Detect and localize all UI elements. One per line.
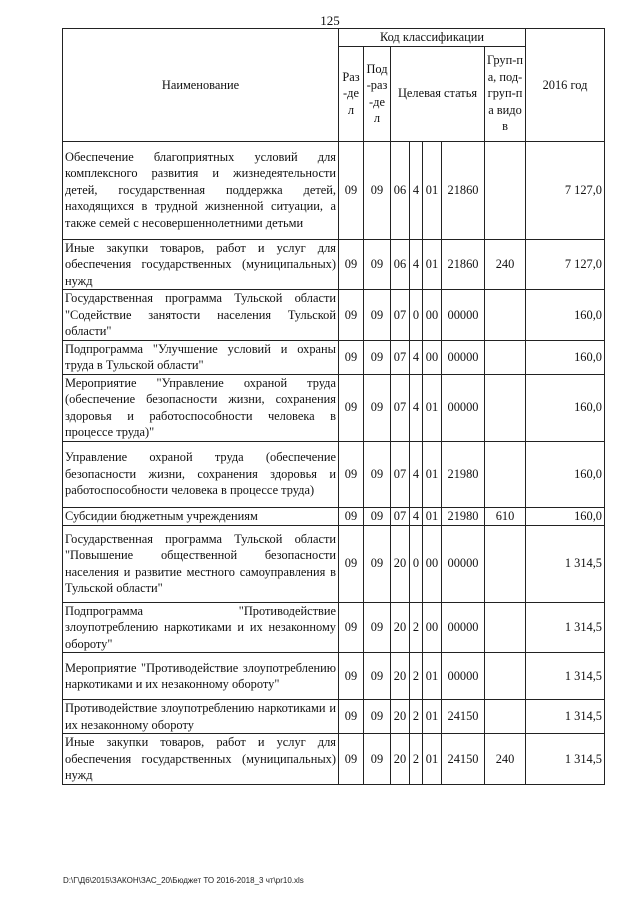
header-section: Раз-дел xyxy=(339,46,364,141)
target-direction-cell: 21980 xyxy=(442,441,485,507)
table-row xyxy=(63,507,605,525)
row-name: Управление охраной труда (обеспечение безопасности жизни, сохранения здоровья и работоспособности человека в процессе труда) xyxy=(63,441,339,507)
target-direction-cell: 00000 xyxy=(442,602,485,653)
section-cell: 09 xyxy=(339,602,364,653)
target-subprogram-cell: 4 xyxy=(410,507,423,525)
expense-group-cell xyxy=(485,525,526,602)
subsection-cell: 09 xyxy=(364,374,391,441)
target-direction-cell: 00000 xyxy=(442,653,485,700)
amount-cell: 160,0 xyxy=(526,290,605,341)
row-name: Подпрограмма "Улучшение условий и охраны труда в Тульской области" xyxy=(63,340,339,374)
expense-group-cell xyxy=(485,602,526,653)
target-event-cell: 01 xyxy=(423,239,442,290)
target-event-cell: 01 xyxy=(423,653,442,700)
target-subprogram-cell: 4 xyxy=(410,441,423,507)
header-name: Наименование xyxy=(63,29,339,142)
table-row xyxy=(63,653,605,700)
page-number: 125 xyxy=(320,13,340,28)
target-direction-cell: 21860 xyxy=(442,239,485,290)
expense-group-cell: 610 xyxy=(485,507,526,525)
section-cell: 09 xyxy=(339,441,364,507)
table-body xyxy=(63,141,605,784)
target-subprogram-cell: 4 xyxy=(410,374,423,441)
expense-group-cell xyxy=(485,290,526,341)
subsection-cell: 09 xyxy=(364,734,391,785)
target-direction-cell: 24150 xyxy=(442,734,485,785)
subsection-cell: 09 xyxy=(364,602,391,653)
subsection-cell: 09 xyxy=(364,525,391,602)
subsection-cell: 09 xyxy=(364,340,391,374)
target-program-cell: 07 xyxy=(391,507,410,525)
subsection-cell: 09 xyxy=(364,700,391,734)
subsection-cell: 09 xyxy=(364,441,391,507)
header-classification-code: Код классификации xyxy=(339,29,526,47)
target-event-cell: 01 xyxy=(423,507,442,525)
table-row xyxy=(63,602,605,653)
target-event-cell: 00 xyxy=(423,340,442,374)
target-direction-cell: 24150 xyxy=(442,700,485,734)
section-cell: 09 xyxy=(339,290,364,341)
target-direction-cell: 00000 xyxy=(442,374,485,441)
target-direction-cell: 00000 xyxy=(442,525,485,602)
section-cell: 09 xyxy=(339,239,364,290)
amount-cell: 160,0 xyxy=(526,441,605,507)
target-event-cell: 01 xyxy=(423,141,442,239)
target-program-cell: 20 xyxy=(391,653,410,700)
section-cell: 09 xyxy=(339,340,364,374)
row-name: Обеспечение благоприятных условий для комплексного развития и жизнедеятельности детей, государственная поддержка детей, находящихся в трудной жизненной ситуации, а также семей с несовершеннолетними детьми xyxy=(63,141,339,239)
row-name: Противодействие злоупотреблению наркотиками и их незаконному обороту xyxy=(63,700,339,734)
target-program-cell: 20 xyxy=(391,525,410,602)
target-subprogram-cell: 4 xyxy=(410,340,423,374)
header-year-2016: 2016 год xyxy=(526,29,605,142)
table-row xyxy=(63,441,605,507)
amount-cell: 160,0 xyxy=(526,340,605,374)
section-cell: 09 xyxy=(339,700,364,734)
target-event-cell: 01 xyxy=(423,734,442,785)
target-program-cell: 20 xyxy=(391,700,410,734)
target-program-cell: 07 xyxy=(391,290,410,341)
target-subprogram-cell: 2 xyxy=(410,653,423,700)
table-row xyxy=(63,239,605,290)
target-event-cell: 00 xyxy=(423,525,442,602)
expense-group-cell xyxy=(485,141,526,239)
target-event-cell: 00 xyxy=(423,602,442,653)
header-subsection: Под-раз-дел xyxy=(364,46,391,141)
row-name: Мероприятие "Управление охраной труда (обеспечение безопасности жизни, сохранения здоровья и работоспособности человека в процессе труда)" xyxy=(63,374,339,441)
table-row xyxy=(63,525,605,602)
section-cell: 09 xyxy=(339,734,364,785)
amount-cell: 7 127,0 xyxy=(526,239,605,290)
row-name: Государственная программа Тульской области "Повышение общественной безопасности населения и развитие местного самоуправления в Тульской области" xyxy=(63,525,339,602)
footer-file-path: D:\Г\Д6\2015\ЗАКОН\ЗАС_20\Бюджет ТО 2016-2018_3 чт\pr10.xls xyxy=(63,876,304,885)
table-row xyxy=(63,340,605,374)
budget-table xyxy=(62,28,605,785)
expense-group-cell: 240 xyxy=(485,734,526,785)
table-row xyxy=(63,700,605,734)
expense-group-cell xyxy=(485,340,526,374)
header-target-article: Целевая статья xyxy=(391,46,485,141)
target-program-cell: 20 xyxy=(391,602,410,653)
row-name: Иные закупки товаров, работ и услуг для обеспечения государственных (муниципальных) нужд xyxy=(63,734,339,785)
section-cell: 09 xyxy=(339,525,364,602)
target-direction-cell: 21980 xyxy=(442,507,485,525)
expense-group-cell xyxy=(485,653,526,700)
amount-cell: 1 314,5 xyxy=(526,525,605,602)
row-name: Мероприятие "Противодействие злоупотреблению наркотиками и их незаконному обороту" xyxy=(63,653,339,700)
row-name: Подпрограмма "Противодействие злоупотреблению наркотиками и их незаконному обороту" xyxy=(63,602,339,653)
amount-cell: 160,0 xyxy=(526,507,605,525)
target-direction-cell: 00000 xyxy=(442,340,485,374)
target-subprogram-cell: 4 xyxy=(410,141,423,239)
target-subprogram-cell: 2 xyxy=(410,602,423,653)
expense-group-cell xyxy=(485,374,526,441)
table-row xyxy=(63,290,605,341)
subsection-cell: 09 xyxy=(364,290,391,341)
subsection-cell: 09 xyxy=(364,653,391,700)
section-cell: 09 xyxy=(339,141,364,239)
expense-group-cell xyxy=(485,700,526,734)
section-cell: 09 xyxy=(339,653,364,700)
target-subprogram-cell: 0 xyxy=(410,525,423,602)
target-subprogram-cell: 0 xyxy=(410,290,423,341)
subsection-cell: 09 xyxy=(364,239,391,290)
target-program-cell: 07 xyxy=(391,374,410,441)
amount-cell: 7 127,0 xyxy=(526,141,605,239)
target-program-cell: 20 xyxy=(391,734,410,785)
row-name: Иные закупки товаров, работ и услуг для обеспечения государственных (муниципальных) нужд xyxy=(63,239,339,290)
target-direction-cell: 21860 xyxy=(442,141,485,239)
target-program-cell: 06 xyxy=(391,239,410,290)
target-subprogram-cell: 4 xyxy=(410,239,423,290)
target-event-cell: 01 xyxy=(423,441,442,507)
section-cell: 09 xyxy=(339,374,364,441)
table-row xyxy=(63,374,605,441)
subsection-cell: 09 xyxy=(364,141,391,239)
target-event-cell: 01 xyxy=(423,700,442,734)
table-row xyxy=(63,141,605,239)
amount-cell: 1 314,5 xyxy=(526,602,605,653)
target-event-cell: 01 xyxy=(423,374,442,441)
amount-cell: 160,0 xyxy=(526,374,605,441)
section-cell: 09 xyxy=(339,507,364,525)
table-row xyxy=(63,734,605,785)
header-expense-group: Груп-па, под-груп-па видов xyxy=(485,46,526,141)
row-name: Субсидии бюджетным учреждениям xyxy=(63,507,339,525)
expense-group-cell: 240 xyxy=(485,239,526,290)
target-direction-cell: 00000 xyxy=(442,290,485,341)
row-name: Государственная программа Тульской области "Содействие занятости населения Тульской области" xyxy=(63,290,339,341)
target-subprogram-cell: 2 xyxy=(410,700,423,734)
target-program-cell: 07 xyxy=(391,441,410,507)
amount-cell: 1 314,5 xyxy=(526,653,605,700)
target-program-cell: 07 xyxy=(391,340,410,374)
expense-group-cell xyxy=(485,441,526,507)
target-subprogram-cell: 2 xyxy=(410,734,423,785)
subsection-cell: 09 xyxy=(364,507,391,525)
amount-cell: 1 314,5 xyxy=(526,734,605,785)
target-program-cell: 06 xyxy=(391,141,410,239)
amount-cell: 1 314,5 xyxy=(526,700,605,734)
target-event-cell: 00 xyxy=(423,290,442,341)
